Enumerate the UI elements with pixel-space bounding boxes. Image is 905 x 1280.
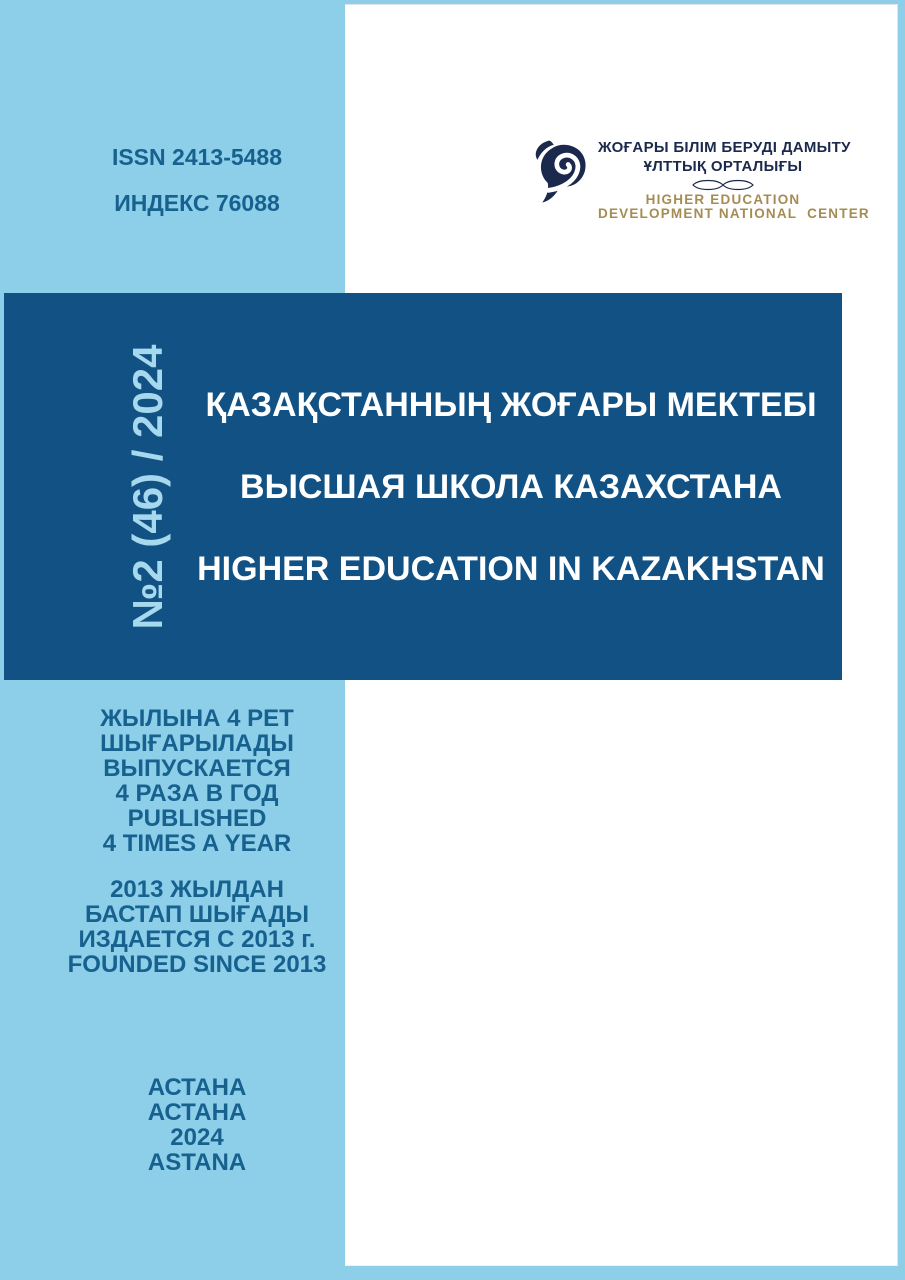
masthead-block — [50, 134, 344, 226]
issn-number: ISSN 2413-5488 — [111, 144, 283, 170]
city-line: АСТАНА — [147, 1074, 247, 1101]
founded-line: ИЗДАЕТСЯ С 2013 г. — [78, 926, 316, 953]
publisher-name-en-line1: HIGHER EDUCATION — [645, 192, 801, 207]
journal-titles — [180, 293, 842, 680]
publisher-name-kk-line1: ЖОҒАРЫ БІЛІМ БЕРУДІ ДАМЫТУ — [598, 139, 851, 156]
journal-title-kk: ҚАЗАҚСТАННЫҢ ЖОҒАРЫ МЕКТЕБІ — [205, 385, 817, 424]
publisher-name-en-line2: DEVELOPMENT NATIONAL CENTER — [598, 206, 870, 221]
frequency-line: PUBLISHED — [127, 805, 267, 832]
infinity-ribbon-icon — [691, 179, 755, 191]
publisher-logo-icon — [528, 138, 596, 206]
publisher-name — [598, 138, 870, 221]
journal-title-ru: ВЫСШАЯ ШКОЛА КАЗАХСТАНА — [240, 467, 782, 506]
issue-number: №2 (46) / 2024 — [124, 344, 171, 630]
subscription-index: ИНДЕКС 76088 — [114, 190, 280, 216]
founded-line: 2013 ЖЫЛДАН — [110, 876, 284, 903]
frequency-line: 4 TIMES A YEAR — [102, 830, 292, 857]
journal-title-en: HIGHER EDUCATION IN KAZAKHSTAN — [197, 549, 825, 588]
founded-statement — [50, 877, 344, 977]
publication-frequency — [50, 706, 344, 856]
imprint-year: 2024 — [170, 1124, 224, 1151]
frequency-line: ЖЫЛЫНА 4 РЕТ — [100, 705, 294, 732]
frequency-line: ВЫПУСКАЕТСЯ — [103, 755, 291, 782]
city-line: ASTANA — [147, 1149, 247, 1176]
founded-line: FOUNDED SINCE 2013 — [67, 951, 327, 978]
publisher-name-kk-line2: ҰЛТТЫҚ ОРТАЛЫҒЫ — [643, 158, 803, 175]
frequency-line: ШЫҒАРЫЛАДЫ — [100, 730, 294, 757]
founded-line: БАСТАП ШЫҒАДЫ — [85, 901, 309, 928]
city-line: АСТАНА — [147, 1099, 247, 1126]
imprint-city-year — [50, 1075, 344, 1175]
frequency-line: 4 РАЗА В ГОД — [115, 780, 279, 807]
title-banner — [4, 293, 842, 680]
